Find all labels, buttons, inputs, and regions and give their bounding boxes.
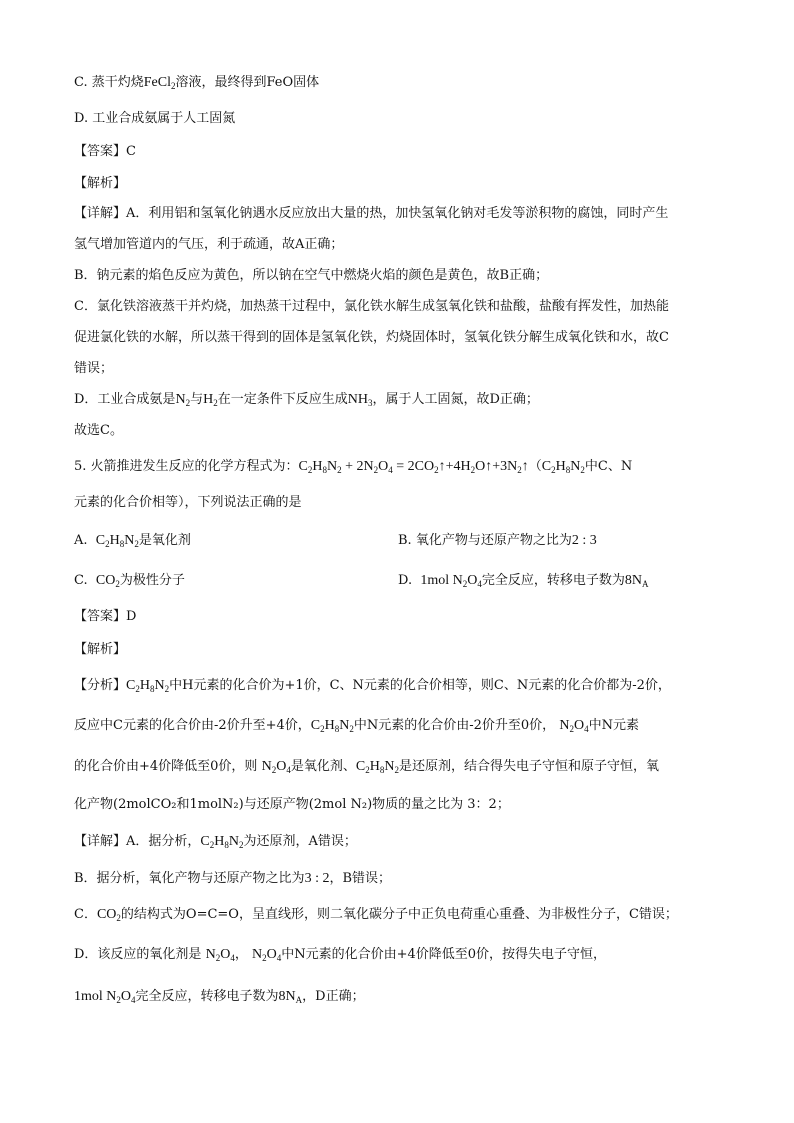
formula-c2h8n2: $C_2H_8N_2$ (541, 459, 585, 475)
q5-d-text: 完全反应，转移电子数为 (481, 573, 625, 588)
a2-l3-pre: 的化合价由+4价降低至0价，则 (74, 759, 258, 774)
a2-l3-mid: 是氧化剂、 (290, 759, 356, 774)
q5-d-label: D. (398, 573, 413, 588)
detail-1-g-post: ，属于人工固氮，故D正确； (372, 392, 539, 407)
q5-a-label: A. (74, 533, 88, 548)
detail-2-line-b (74, 870, 391, 888)
formula-nh3: $NH_3$ (347, 392, 373, 408)
d2-e-mid: 完全反应，转移电子数为 (135, 989, 279, 1004)
q5-c-text: 为极性分子 (119, 573, 185, 588)
option-c-prefix: C. 蒸干灼烧 (74, 75, 144, 90)
q5-c-label: C. (74, 573, 88, 588)
d2-d-post: 中N元素的化合价由+4价降低至0价，按得失电子守恒， (281, 947, 607, 962)
q5-option-d[interactable] (398, 572, 649, 593)
detail-1-g-pre: D．工业合成氨是 (74, 392, 176, 407)
formula-h2: $H_2$ (203, 392, 218, 408)
detail-1-line-f: 错误； (74, 361, 114, 376)
a2-l1-post: 中H元素的化合价为+1价，C、N元素的化合价相等，则C、N元素的化合价都为-2价， (169, 678, 671, 693)
formula-c2h8n2-a: $C_2H_8N_2$ (95, 533, 139, 549)
formula-c2h8n2-l2: $C_2H_8N_2$ (310, 718, 354, 734)
formula-c2h8n2-d2: $C_2H_8N_2$ (200, 834, 244, 850)
d2-b-post: ，B错误； (329, 871, 392, 886)
option-d-line: D. 工业合成氨属于人工固氮 (74, 111, 236, 126)
answer-label-1: 【答案】C (74, 144, 136, 159)
analysis-label-2: 【解析】 (74, 642, 127, 657)
a2-l2-post: 中N元素 (588, 718, 639, 733)
d2-c-post: 的结构式为O=C=O，呈直线形，则二氧化碳分子中正负电荷重心重叠、为非极性分子，C错误； (120, 907, 678, 922)
detail-2-line-d (74, 946, 606, 967)
q5-option-a[interactable] (74, 533, 191, 548)
formula-n2: $N_2$ (175, 392, 191, 408)
q5-options-row-2 (74, 572, 734, 593)
detail-1-g-mid2: 在一定条件下反应生成 (217, 392, 348, 407)
d2-a-post: 为还原剂，A错误； (243, 834, 357, 849)
d2-d-mid: ， (234, 947, 248, 962)
d2-d-pre: D．该反应的氧化剂是 (74, 947, 202, 962)
detail-1-line-b: 氢气增加管道内的气压，利于疏通，故A正确； (74, 237, 344, 252)
formula-8na-d2: $8N_A$ (278, 989, 303, 1005)
detail-2-line-a (74, 833, 357, 854)
formula-c2h8n2-l3: $C_2H_8N_2$ (355, 759, 399, 775)
a2-l2-pre: 反应中C元素的化合价由-2价升至+4价， (74, 718, 311, 733)
answer-label-2: 【答案】D (74, 609, 137, 624)
question-5-line-a (74, 458, 632, 479)
formula-n2o4-l2: $N_2O_4$ (559, 718, 589, 734)
detail-1-g-mid1: 与 (190, 392, 204, 407)
formula-n2o4-d2a: $N_2O_4$ (205, 947, 235, 963)
detail-1-line-d: C．氯化铁溶液蒸干并灼烧，加热蒸干过程中，氯化铁水解生成氢氧化铁和盐酸，盐酸有挥发性，加热能 (74, 299, 669, 314)
formula-1mol-n2o4-d2: 1mol $N_2O_4$ (74, 989, 136, 1005)
analysis-2-line-3 (74, 758, 659, 779)
reaction-equation: $C_2H_8N_2 + 2N_2O_4$ = $2CO_2↑+4H_2O↑+3N_2↑$ (298, 459, 529, 475)
formula-1mol-n2o4: 1mol $N_2O_4$ (420, 573, 482, 589)
d2-c-pre: C． (74, 907, 97, 922)
d2-b-pre: B．据分析，氧化产物与还原产物之比为 (74, 871, 305, 886)
q5-post2: 中C、N (584, 459, 633, 474)
q5-option-b[interactable] (398, 532, 597, 550)
formula-co2-d2: $CO_2$ (96, 907, 121, 923)
formula-co2-c: $CO_2$ (95, 573, 120, 589)
d2-e-post: ，D正确； (302, 989, 365, 1004)
q5-b-text: B. 氧化产物与还原产物之比为 (398, 533, 572, 548)
analysis-2-line-4: 化产物(2molCO₂和1molN₂)与还原产物(2mol N₂)物质的量之比为 3：2； (74, 797, 510, 812)
analysis-2-line-2 (74, 717, 639, 738)
question-5-line-b: 元素的化合价相等），下列说法正确的是 (74, 495, 302, 510)
formula-n2o4-l3: $N_2O_4$ (261, 759, 291, 775)
a2-l3-post: 是还原剂，结合得失电子守恒和原子守恒，氧 (398, 759, 659, 774)
q5-options-row-1 (74, 532, 734, 553)
q5-post: （ (528, 459, 542, 474)
q5-a-text: 是氧化剂 (138, 533, 191, 548)
formula-fecl2: FeCl$_2$ (143, 75, 176, 91)
d2-b-ratio: 3 : 2 (304, 871, 330, 886)
analysis-label-1: 【解析】 (74, 176, 127, 191)
detail-1-line-a: 【详解】A．利用铝和氢氧化钠遇水反应放出大量的热，加快氢氧化钠对毛发等淤积物的腐蚀，同时产生 (74, 206, 669, 221)
q5-option-c[interactable] (74, 573, 185, 588)
d2-a-pre: 【详解】A．据分析， (74, 834, 201, 849)
q5-b-ratio: 2 : 3 (571, 533, 597, 548)
formula-c2h8n2-l1: $C_2H_8N_2$ (126, 678, 170, 694)
analysis-2-line-1 (74, 677, 671, 698)
q5-pre: 5. 火箭推进发生反应的化学方程式为： (74, 459, 299, 474)
option-c-suffix: 溶液，最终得到FeO固体 (175, 75, 320, 90)
a2-l1-pre: 【分析】 (74, 678, 127, 693)
detail-1-line-c: B．钠元素的焰色反应为黄色，所以钠在空气中燃烧火焰的颜色是黄色，故B正确； (74, 268, 549, 283)
detail-1-line-h: 故选C。 (74, 423, 123, 438)
a2-l2-mid: 中N元素的化合价由-2价升至0价， (353, 718, 556, 733)
detail-2-line-e (74, 988, 365, 1009)
detail-2-line-c (74, 906, 678, 927)
option-c-line (74, 74, 319, 95)
formula-n2o4-d2b: $N_2O_4$ (251, 947, 282, 963)
detail-1-line-e: 促进氯化铁的水解，所以蒸干得到的固体是氢氧化铁，灼烧固体时，氢氧化铁分解生成氧化铁和水，故C (74, 330, 669, 345)
formula-8na: $8N_A$ (624, 573, 649, 589)
detail-1-line-g (74, 391, 539, 412)
